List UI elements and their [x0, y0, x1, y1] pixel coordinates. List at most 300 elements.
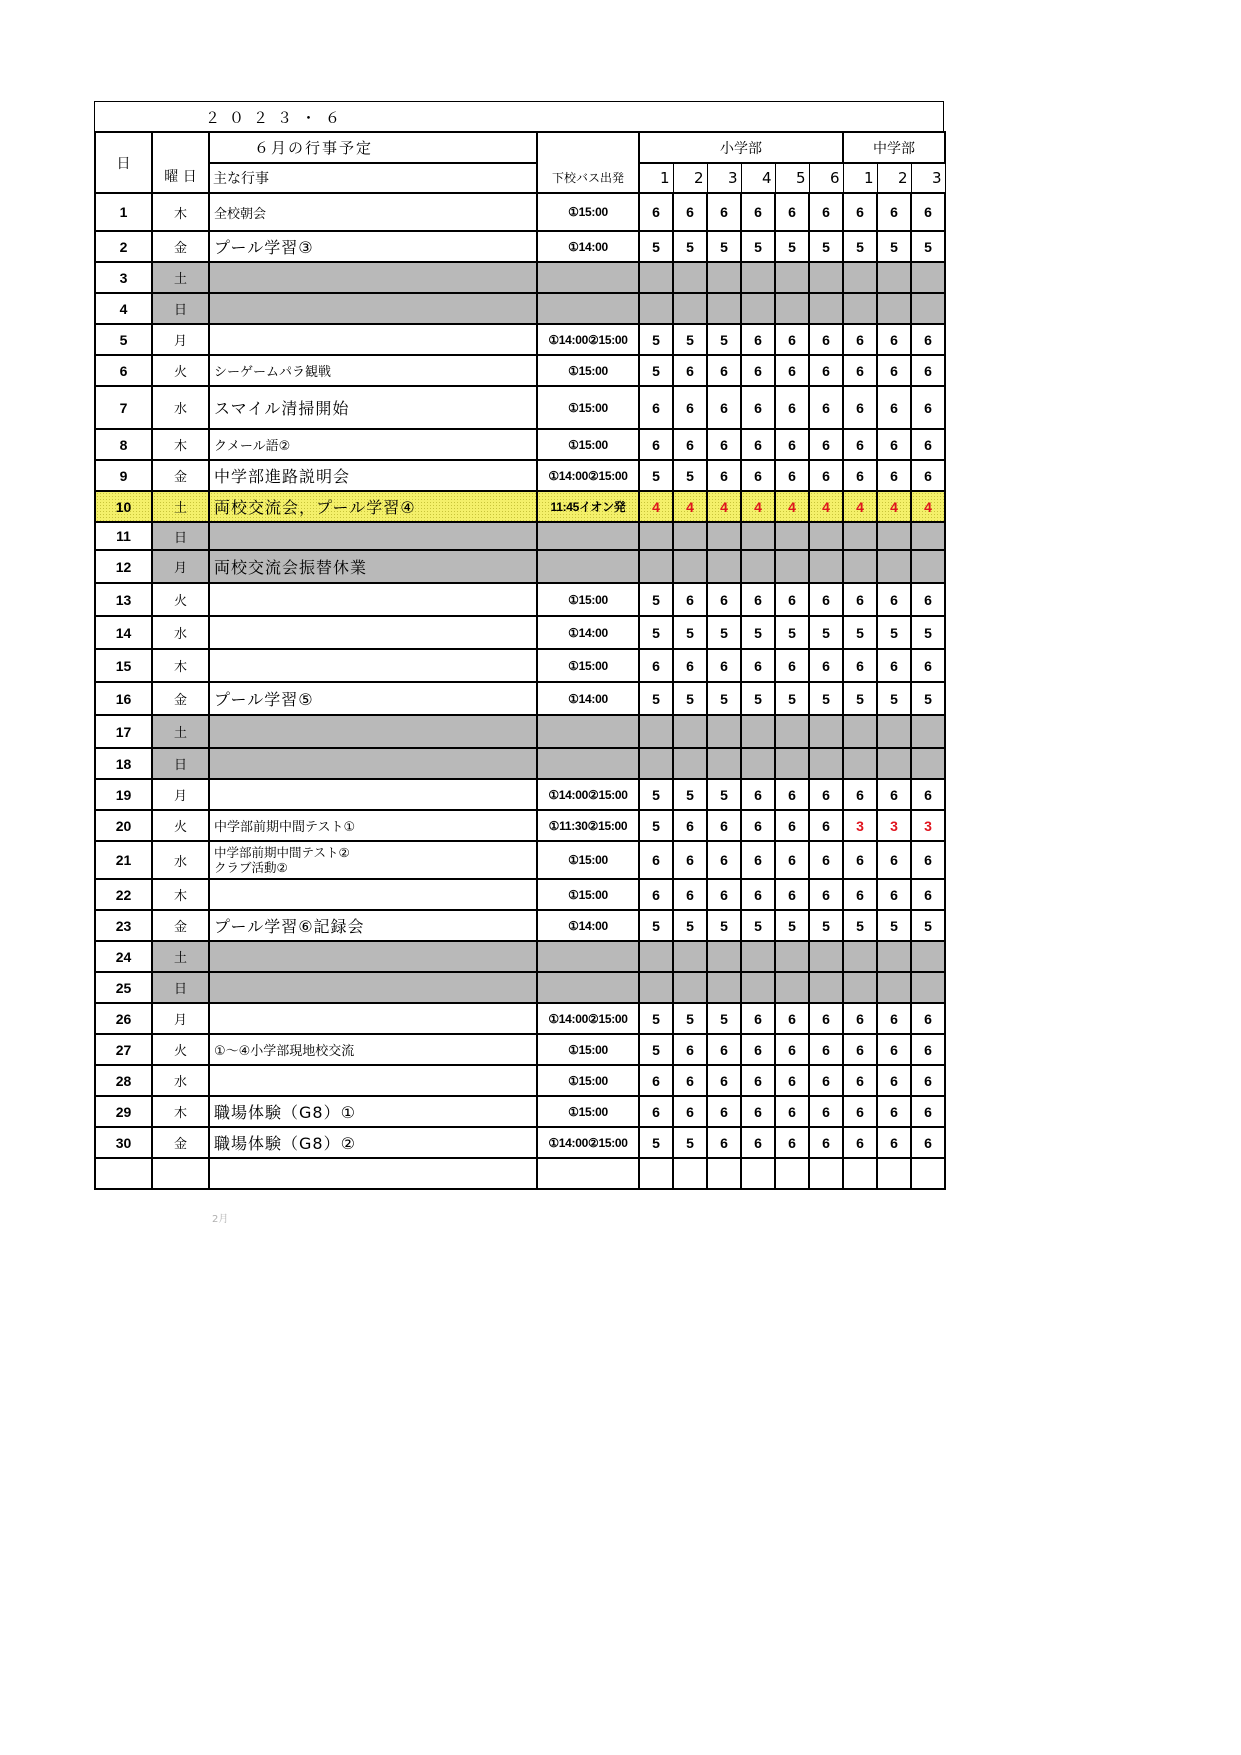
periods-jh-grade-2: [877, 1158, 911, 1189]
periods-es-grade-4: [741, 293, 775, 324]
periods-jh-grade-2: 6: [877, 1096, 911, 1127]
event-cell: [209, 748, 537, 779]
header-grade-es-1: 1: [639, 163, 673, 193]
table-row: [95, 910, 945, 941]
periods-es-grade-5: 6: [775, 1127, 809, 1158]
bus-departure: ①14:00: [537, 231, 639, 262]
periods-es-grade-4: 6: [741, 1034, 775, 1065]
periods-jh-grade-3: 6: [911, 879, 945, 910]
bus-departure: ①15:00: [537, 841, 639, 879]
periods-es-grade-3: 6: [707, 810, 741, 841]
periods-es-grade-4: [741, 262, 775, 293]
weekday: 火: [152, 355, 209, 386]
periods-es-grade-2: [673, 1158, 707, 1189]
periods-es-grade-6: 6: [809, 1003, 843, 1034]
periods-es-grade-2: 5: [673, 779, 707, 810]
weekday: 木: [152, 649, 209, 682]
day-number: 2: [95, 231, 152, 262]
periods-jh-grade-1: 6: [843, 324, 877, 355]
day-number: 10: [95, 491, 152, 522]
table-row: [95, 941, 945, 972]
periods-es-grade-3: [707, 972, 741, 1003]
periods-es-grade-3: 5: [707, 779, 741, 810]
header-day: 日: [95, 132, 152, 193]
periods-es-grade-1: 5: [639, 324, 673, 355]
periods-es-grade-4: 6: [741, 1003, 775, 1034]
periods-es-grade-5: 6: [775, 1003, 809, 1034]
periods-jh-grade-3: 6: [911, 779, 945, 810]
weekday: 土: [152, 715, 209, 748]
periods-es-grade-2: [673, 293, 707, 324]
periods-jh-grade-1: 6: [843, 355, 877, 386]
event-cell: 職場体験（G8）②: [209, 1127, 537, 1158]
table-row: [95, 1065, 945, 1096]
periods-jh-grade-1: 6: [843, 879, 877, 910]
periods-es-grade-3: 5: [707, 324, 741, 355]
periods-es-grade-2: 5: [673, 1003, 707, 1034]
periods-es-grade-3: 6: [707, 841, 741, 879]
periods-es-grade-6: 5: [809, 231, 843, 262]
bus-departure: ①15:00: [537, 1065, 639, 1096]
event-cell: [209, 1003, 537, 1034]
periods-jh-grade-2: 6: [877, 429, 911, 460]
header-section-title: ６月の行事予定: [209, 132, 537, 163]
periods-es-grade-6: 6: [809, 879, 843, 910]
day-number: 15: [95, 649, 152, 682]
day-number: 22: [95, 879, 152, 910]
periods-es-grade-1: 5: [639, 682, 673, 715]
event-cell: [209, 715, 537, 748]
schedule-page: [94, 101, 944, 1190]
periods-jh-grade-2: [877, 715, 911, 748]
periods-jh-grade-1: 6: [843, 386, 877, 429]
periods-jh-grade-2: 6: [877, 193, 911, 231]
periods-es-grade-5: [775, 972, 809, 1003]
bus-departure: [537, 293, 639, 324]
periods-es-grade-3: 6: [707, 386, 741, 429]
periods-es-grade-4: 5: [741, 616, 775, 649]
weekday: 日: [152, 972, 209, 1003]
periods-es-grade-5: [775, 522, 809, 550]
periods-jh-grade-3: 3: [911, 810, 945, 841]
periods-es-grade-2: 6: [673, 386, 707, 429]
periods-jh-grade-3: 6: [911, 1065, 945, 1096]
event-cell: [209, 649, 537, 682]
periods-es-grade-6: 6: [809, 649, 843, 682]
periods-es-grade-5: 6: [775, 386, 809, 429]
periods-jh-grade-1: [843, 293, 877, 324]
weekday: 金: [152, 460, 209, 491]
event-cell: [209, 941, 537, 972]
weekday: 金: [152, 231, 209, 262]
table-row: [95, 779, 945, 810]
periods-jh-grade-1: [843, 522, 877, 550]
periods-es-grade-2: 5: [673, 231, 707, 262]
periods-es-grade-1: 4: [639, 491, 673, 522]
periods-es-grade-6: 6: [809, 355, 843, 386]
periods-jh-grade-3: 6: [911, 649, 945, 682]
bus-departure: ①15:00: [537, 649, 639, 682]
bus-departure: ①15:00: [537, 355, 639, 386]
day-number: 16: [95, 682, 152, 715]
periods-es-grade-2: [673, 715, 707, 748]
periods-es-grade-5: [775, 748, 809, 779]
weekday: 木: [152, 429, 209, 460]
periods-es-grade-3: 5: [707, 616, 741, 649]
periods-es-grade-3: 5: [707, 231, 741, 262]
periods-jh-grade-1: 6: [843, 1034, 877, 1065]
bus-departure: [537, 715, 639, 748]
periods-es-grade-2: 6: [673, 583, 707, 616]
bus-departure: [537, 550, 639, 583]
day-number: 17: [95, 715, 152, 748]
periods-jh-grade-3: [911, 262, 945, 293]
table-row: [95, 715, 945, 748]
header-grade-jh-2: 2: [877, 163, 911, 193]
periods-es-grade-3: [707, 748, 741, 779]
event-cell: 全校朝会: [209, 193, 537, 231]
table-row: [95, 262, 945, 293]
periods-es-grade-5: 5: [775, 616, 809, 649]
periods-es-grade-6: 6: [809, 324, 843, 355]
periods-jh-grade-3: [911, 748, 945, 779]
periods-es-grade-1: 6: [639, 879, 673, 910]
periods-es-grade-5: 6: [775, 460, 809, 491]
periods-es-grade-6: 4: [809, 491, 843, 522]
periods-es-grade-6: 5: [809, 616, 843, 649]
periods-es-grade-2: [673, 522, 707, 550]
periods-es-grade-6: [809, 1158, 843, 1189]
bus-departure: [537, 1158, 639, 1189]
header-grade-jh-3: 3: [911, 163, 945, 193]
periods-jh-grade-3: [911, 972, 945, 1003]
periods-es-grade-6: [809, 550, 843, 583]
periods-jh-grade-1: 6: [843, 460, 877, 491]
periods-es-grade-6: 6: [809, 1096, 843, 1127]
periods-es-grade-6: 6: [809, 779, 843, 810]
day-number: 23: [95, 910, 152, 941]
table-row: [95, 1096, 945, 1127]
periods-es-grade-5: 5: [775, 682, 809, 715]
table-row: [95, 550, 945, 583]
table-row: [95, 293, 945, 324]
periods-es-grade-2: 5: [673, 910, 707, 941]
periods-es-grade-6: 6: [809, 460, 843, 491]
bus-departure: [537, 972, 639, 1003]
periods-jh-grade-1: 6: [843, 1127, 877, 1158]
bus-departure: ①14:00: [537, 616, 639, 649]
periods-es-grade-1: 5: [639, 460, 673, 491]
day-number: 20: [95, 810, 152, 841]
periods-es-grade-3: 4: [707, 491, 741, 522]
periods-es-grade-4: 6: [741, 879, 775, 910]
periods-es-grade-5: 4: [775, 491, 809, 522]
periods-es-grade-2: [673, 262, 707, 293]
periods-es-grade-6: 6: [809, 810, 843, 841]
table-row: [95, 1034, 945, 1065]
day-number: 1: [95, 193, 152, 231]
periods-es-grade-1: 5: [639, 1127, 673, 1158]
periods-jh-grade-3: 5: [911, 682, 945, 715]
day-number: 4: [95, 293, 152, 324]
weekday: 月: [152, 550, 209, 583]
periods-es-grade-5: [775, 293, 809, 324]
periods-es-grade-3: 6: [707, 355, 741, 386]
periods-es-grade-4: [741, 748, 775, 779]
periods-jh-grade-1: [843, 715, 877, 748]
periods-jh-grade-2: 6: [877, 460, 911, 491]
periods-jh-grade-1: [843, 972, 877, 1003]
day-number: 11: [95, 522, 152, 550]
periods-jh-grade-2: [877, 748, 911, 779]
bus-departure: ①15:00: [537, 429, 639, 460]
event-cell: [209, 583, 537, 616]
bus-departure: [537, 748, 639, 779]
weekday: 木: [152, 879, 209, 910]
periods-jh-grade-2: 6: [877, 583, 911, 616]
table-row: [95, 522, 945, 550]
header-grade-es-2: 2: [673, 163, 707, 193]
day-number: 18: [95, 748, 152, 779]
weekday: 木: [152, 1096, 209, 1127]
weekday: 火: [152, 583, 209, 616]
event-cell: スマイル清掃開始: [209, 386, 537, 429]
periods-es-grade-4: [741, 715, 775, 748]
periods-es-grade-2: [673, 748, 707, 779]
bus-departure: ①14:00: [537, 682, 639, 715]
periods-es-grade-2: 6: [673, 649, 707, 682]
periods-jh-grade-2: [877, 941, 911, 972]
periods-es-grade-4: [741, 550, 775, 583]
day-number: [95, 1158, 152, 1189]
weekday: 金: [152, 682, 209, 715]
periods-es-grade-3: [707, 522, 741, 550]
event-cell: 中学部前期中間テスト①: [209, 810, 537, 841]
table-row: [95, 1127, 945, 1158]
periods-es-grade-1: 5: [639, 355, 673, 386]
periods-jh-grade-2: 3: [877, 810, 911, 841]
periods-es-grade-4: 6: [741, 779, 775, 810]
periods-es-grade-1: [639, 262, 673, 293]
periods-jh-grade-3: 6: [911, 1034, 945, 1065]
table-row: [95, 879, 945, 910]
periods-es-grade-3: 6: [707, 460, 741, 491]
periods-jh-grade-1: 5: [843, 231, 877, 262]
schedule-rows: [95, 193, 945, 1189]
periods-jh-grade-3: 6: [911, 460, 945, 491]
periods-jh-grade-3: [911, 1158, 945, 1189]
periods-jh-grade-2: [877, 293, 911, 324]
periods-es-grade-1: [639, 972, 673, 1003]
periods-es-grade-5: 6: [775, 879, 809, 910]
periods-es-grade-3: 6: [707, 879, 741, 910]
periods-jh-grade-2: 6: [877, 1003, 911, 1034]
periods-es-grade-4: 6: [741, 649, 775, 682]
header-grade-jh-1: 1: [843, 163, 877, 193]
periods-es-grade-5: 6: [775, 779, 809, 810]
periods-es-grade-4: 6: [741, 841, 775, 879]
document-title: ２０２３・６: [205, 109, 350, 127]
periods-es-grade-6: 6: [809, 386, 843, 429]
periods-jh-grade-1: 3: [843, 810, 877, 841]
periods-es-grade-2: 6: [673, 841, 707, 879]
bus-departure: [537, 262, 639, 293]
periods-es-grade-4: 6: [741, 355, 775, 386]
periods-es-grade-3: 5: [707, 1003, 741, 1034]
periods-es-grade-2: [673, 550, 707, 583]
periods-es-grade-4: 6: [741, 324, 775, 355]
periods-jh-grade-2: 6: [877, 386, 911, 429]
table-row: [95, 583, 945, 616]
periods-jh-grade-3: 6: [911, 1127, 945, 1158]
weekday: 水: [152, 1065, 209, 1096]
periods-es-grade-1: 5: [639, 1034, 673, 1065]
footer-note: 2月: [212, 1214, 229, 1225]
periods-es-grade-2: 6: [673, 355, 707, 386]
periods-jh-grade-3: 6: [911, 1003, 945, 1034]
weekday: 日: [152, 522, 209, 550]
periods-es-grade-4: 6: [741, 1127, 775, 1158]
periods-es-grade-2: 5: [673, 616, 707, 649]
header-events: 主な行事: [209, 163, 537, 193]
periods-jh-grade-2: 6: [877, 324, 911, 355]
periods-es-grade-4: 6: [741, 1065, 775, 1096]
periods-jh-grade-2: [877, 262, 911, 293]
periods-es-grade-3: 6: [707, 649, 741, 682]
weekday: 火: [152, 1034, 209, 1065]
periods-jh-grade-1: 6: [843, 1003, 877, 1034]
periods-es-grade-4: [741, 1158, 775, 1189]
event-cell: プール学習⑤: [209, 682, 537, 715]
event-cell: クメール語②: [209, 429, 537, 460]
periods-jh-grade-2: 6: [877, 1034, 911, 1065]
periods-es-grade-6: [809, 941, 843, 972]
periods-es-grade-6: 6: [809, 193, 843, 231]
event-cell: ①～④小学部現地校交流: [209, 1034, 537, 1065]
weekday: 金: [152, 1127, 209, 1158]
periods-es-grade-3: 6: [707, 583, 741, 616]
periods-es-grade-1: 5: [639, 810, 673, 841]
periods-es-grade-4: 5: [741, 231, 775, 262]
periods-jh-grade-1: 6: [843, 841, 877, 879]
periods-es-grade-2: 6: [673, 429, 707, 460]
periods-es-grade-4: [741, 972, 775, 1003]
weekday: 土: [152, 262, 209, 293]
periods-es-grade-1: 6: [639, 1065, 673, 1096]
header-grade-es-6: 6: [809, 163, 843, 193]
bus-departure: ①15:00: [537, 879, 639, 910]
bus-departure: ①14:00②15:00: [537, 779, 639, 810]
periods-es-grade-6: [809, 293, 843, 324]
periods-jh-grade-1: 5: [843, 910, 877, 941]
day-number: 30: [95, 1127, 152, 1158]
periods-es-grade-5: 6: [775, 1065, 809, 1096]
table-row: [95, 682, 945, 715]
periods-jh-grade-2: 5: [877, 616, 911, 649]
periods-es-grade-5: [775, 550, 809, 583]
periods-es-grade-3: [707, 293, 741, 324]
header-elementary: 小学部: [639, 132, 843, 163]
periods-es-grade-1: 5: [639, 779, 673, 810]
header-weekday: 曜 日: [152, 132, 209, 193]
bus-departure: ①14:00②15:00: [537, 1127, 639, 1158]
table-row: [95, 649, 945, 682]
weekday: 月: [152, 779, 209, 810]
table-row: [95, 193, 945, 231]
periods-jh-grade-1: 6: [843, 1096, 877, 1127]
table-row: [95, 429, 945, 460]
periods-es-grade-1: 6: [639, 1096, 673, 1127]
periods-es-grade-5: 6: [775, 583, 809, 616]
day-number: 8: [95, 429, 152, 460]
periods-es-grade-6: [809, 972, 843, 1003]
header-junior-high: 中学部: [843, 132, 945, 163]
day-number: 28: [95, 1065, 152, 1096]
weekday: 月: [152, 1003, 209, 1034]
periods-es-grade-1: [639, 941, 673, 972]
periods-es-grade-3: 6: [707, 1127, 741, 1158]
periods-es-grade-6: 6: [809, 1065, 843, 1096]
day-number: 13: [95, 583, 152, 616]
event-cell: [209, 616, 537, 649]
day-number: 19: [95, 779, 152, 810]
event-cell: [209, 262, 537, 293]
periods-es-grade-5: 6: [775, 1034, 809, 1065]
day-number: 25: [95, 972, 152, 1003]
periods-es-grade-5: [775, 941, 809, 972]
periods-es-grade-6: 6: [809, 1127, 843, 1158]
periods-jh-grade-2: 6: [877, 1065, 911, 1096]
periods-jh-grade-1: 6: [843, 649, 877, 682]
periods-jh-grade-2: 6: [877, 649, 911, 682]
periods-es-grade-4: 6: [741, 429, 775, 460]
weekday: 金: [152, 910, 209, 941]
periods-es-grade-1: 5: [639, 616, 673, 649]
periods-es-grade-5: 6: [775, 1096, 809, 1127]
periods-jh-grade-1: 6: [843, 429, 877, 460]
periods-es-grade-3: [707, 1158, 741, 1189]
periods-es-grade-6: 6: [809, 429, 843, 460]
periods-es-grade-1: [639, 550, 673, 583]
periods-es-grade-2: 6: [673, 1034, 707, 1065]
event-cell: [209, 879, 537, 910]
day-number: 6: [95, 355, 152, 386]
periods-jh-grade-1: [843, 262, 877, 293]
weekday: 日: [152, 748, 209, 779]
bus-departure: [537, 522, 639, 550]
periods-es-grade-4: 6: [741, 386, 775, 429]
periods-es-grade-5: 6: [775, 649, 809, 682]
periods-es-grade-2: 6: [673, 810, 707, 841]
periods-es-grade-6: [809, 522, 843, 550]
periods-es-grade-2: 5: [673, 324, 707, 355]
weekday: 水: [152, 386, 209, 429]
periods-es-grade-6: 6: [809, 841, 843, 879]
table-row: [95, 1158, 945, 1189]
day-number: 3: [95, 262, 152, 293]
weekday: [152, 1158, 209, 1189]
periods-es-grade-5: 6: [775, 841, 809, 879]
periods-es-grade-5: 6: [775, 810, 809, 841]
weekday: 火: [152, 810, 209, 841]
event-cell: 両校交流会振替休業: [209, 550, 537, 583]
periods-es-grade-6: [809, 715, 843, 748]
periods-jh-grade-2: 6: [877, 879, 911, 910]
periods-jh-grade-3: 6: [911, 583, 945, 616]
header-grade-es-3: 3: [707, 163, 741, 193]
periods-es-grade-5: 5: [775, 910, 809, 941]
weekday: 土: [152, 941, 209, 972]
